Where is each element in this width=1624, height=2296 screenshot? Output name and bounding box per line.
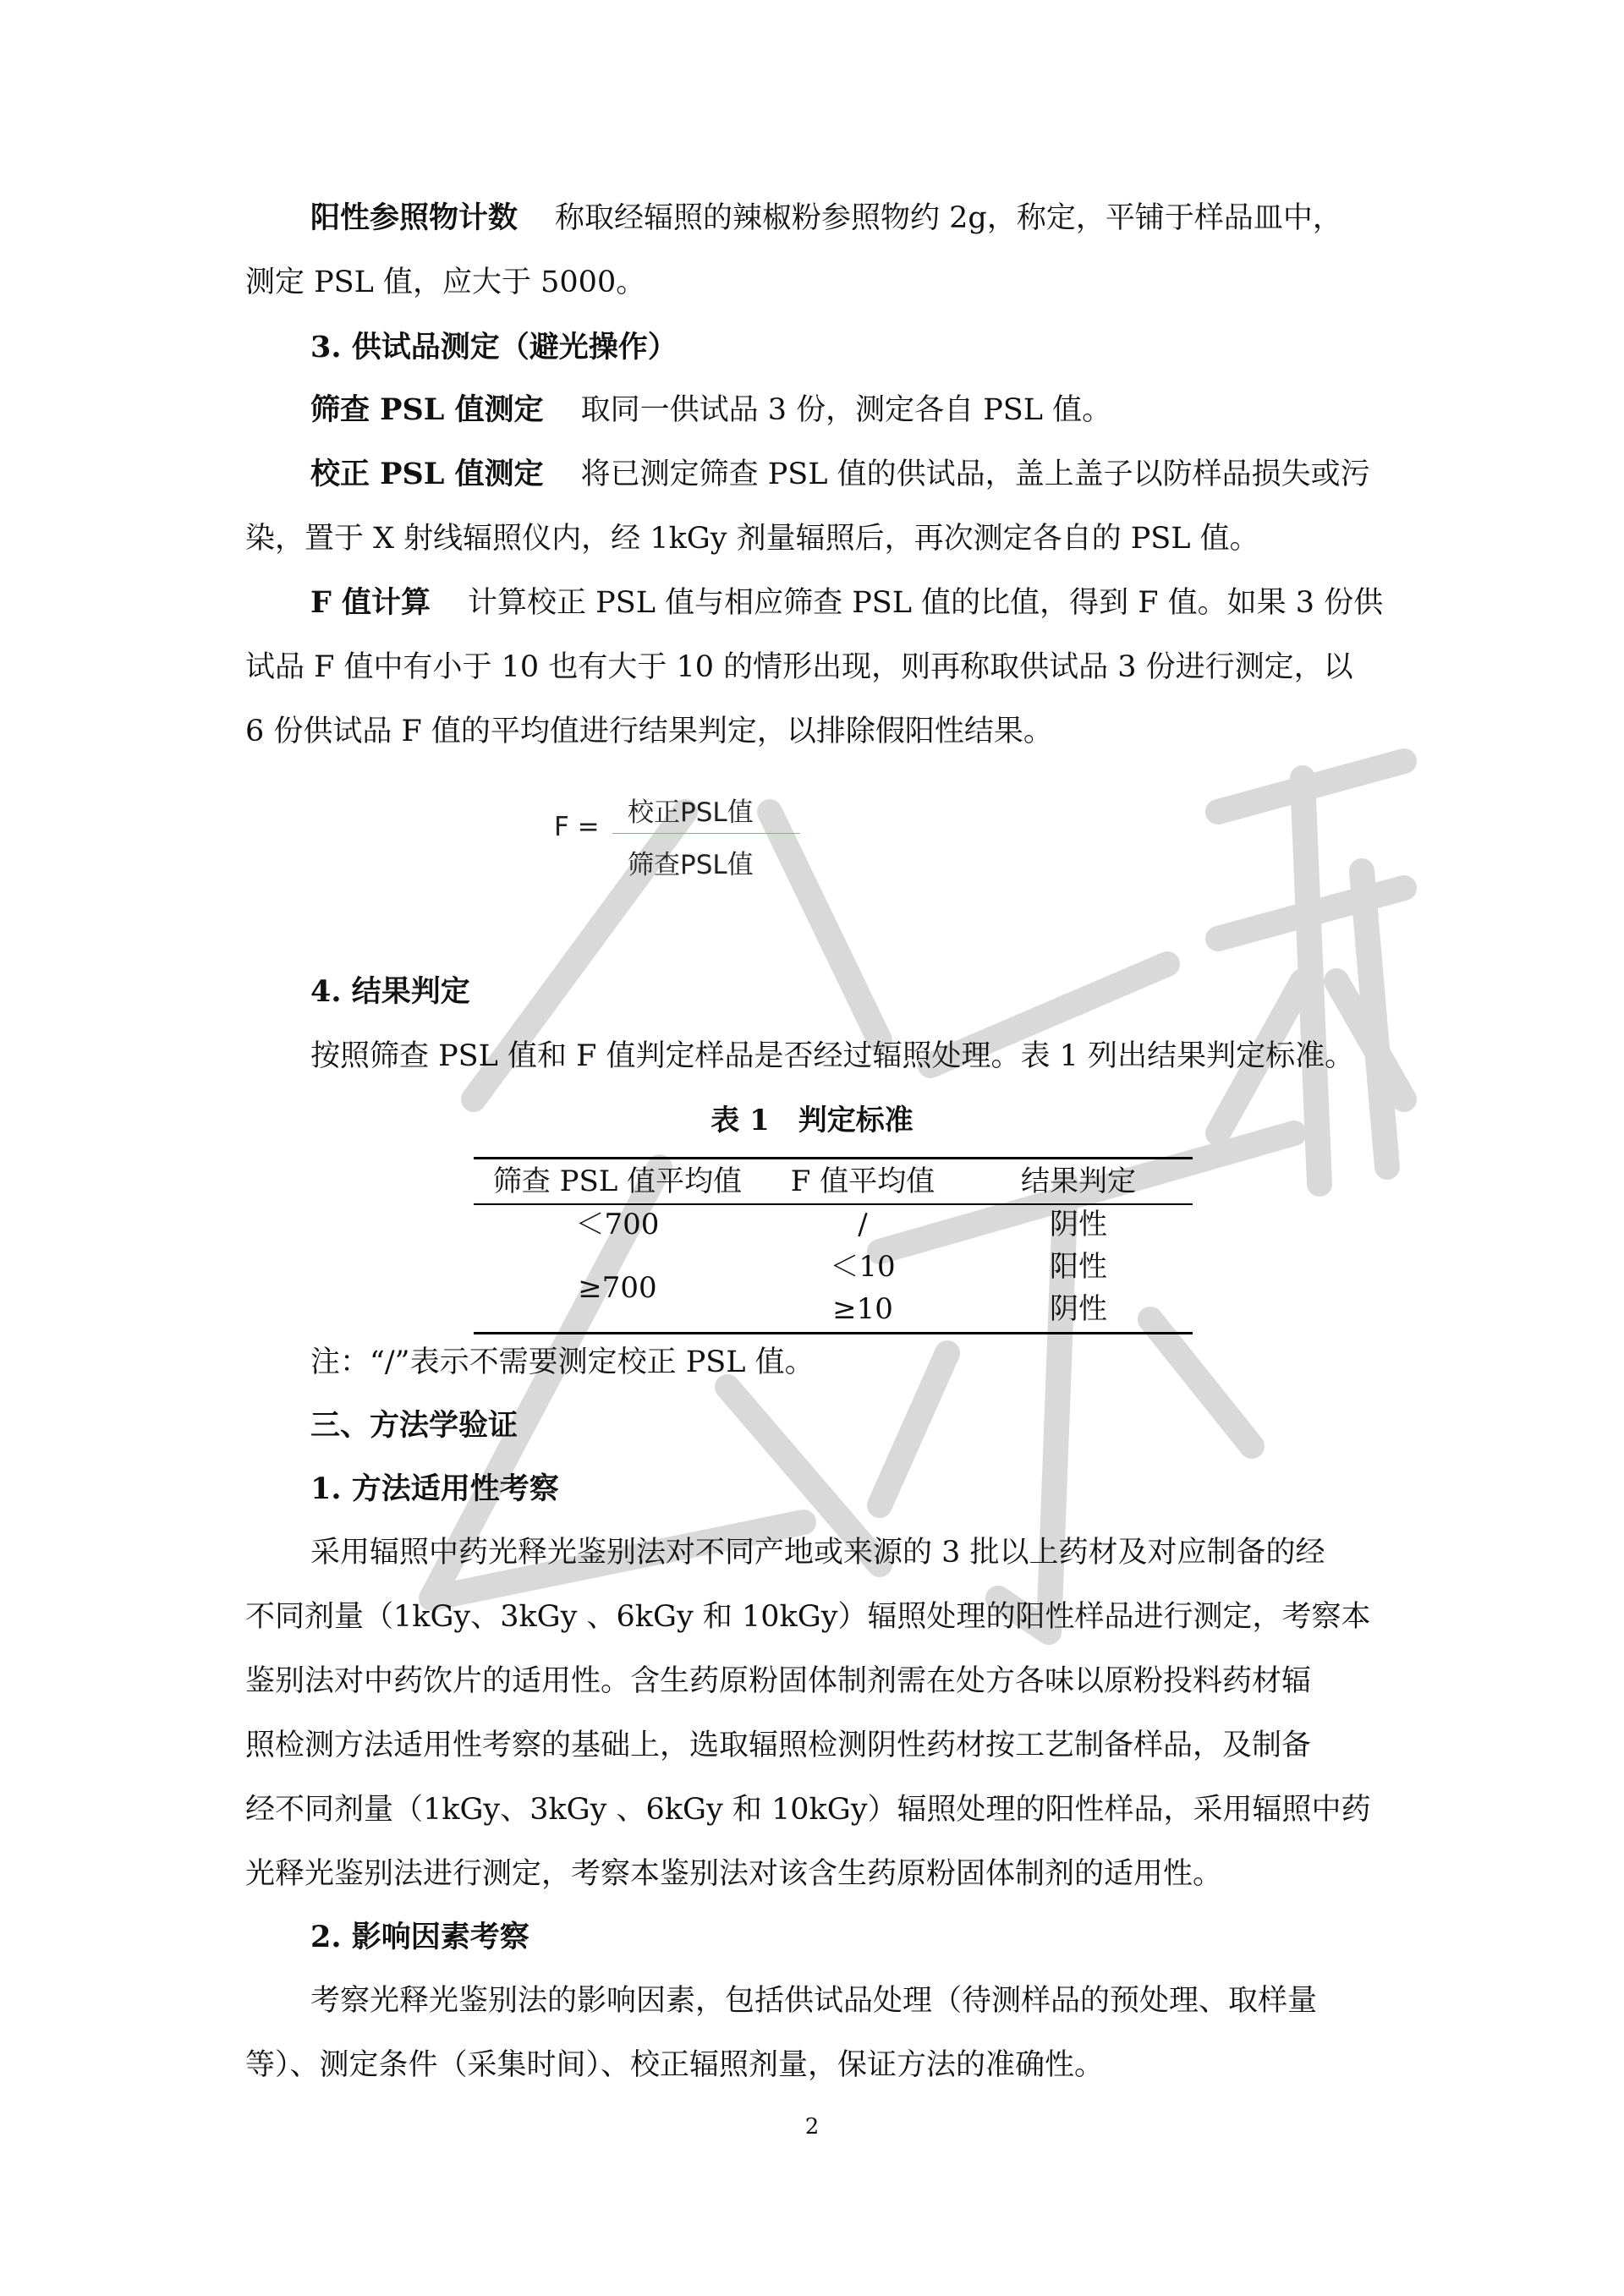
section-iii-heading: 三、方法学验证 — [310, 1408, 518, 1443]
section-3-1-line-3: 鉴别法对中药饮片的适用性。含生药原粉固体制剂需在处方各味以原粉投料药材辐 — [245, 1664, 1312, 1698]
para-f-value-heading: F 值计算 — [310, 585, 431, 620]
table-cell-r1-f-value: / — [858, 1208, 868, 1241]
para-f-value-line-3: 6 份供试品 F 值的平均值进行结果判定，以排除假阳性结果。 — [245, 715, 1053, 748]
table-header-screening: 筛查 PSL 值平均值 — [492, 1164, 743, 1198]
table-cell-r1-result: 阴性 — [1050, 1208, 1107, 1241]
table-bottom-rule — [474, 1332, 1193, 1334]
section-3-2-heading: 2. 影响因素考察 — [310, 1920, 529, 1954]
section-3-1-line-5: 经不同剂量（1kGy、3kGy 、6kGy 和 10kGy）辐照处理的阳性样品，采用辐照中药 — [245, 1793, 1371, 1827]
table-header-result: 结果判定 — [1021, 1164, 1136, 1198]
para-f-value-line-1 — [310, 582, 1425, 624]
section-3-1-heading: 1. 方法适用性考察 — [310, 1471, 559, 1506]
para-positive-reference-heading: 阳性参照物计数 — [310, 200, 518, 235]
para-f-value-line-2: 试品 F 值中有小于 10 也有大于 10 的情形出现，则再称取供试品 3 份进行测定，以 — [245, 650, 1353, 684]
section-3-1-line-1: 采用辐照中药光释光鉴别法对不同产地或来源的 3 批以上药材及对应制备的经 — [310, 1536, 1325, 1570]
table-cell-r2-f-value: ＜10 — [830, 1250, 896, 1284]
table-top-rule — [474, 1157, 1193, 1159]
section-3-heading: 3. 供试品测定（避光操作） — [310, 330, 678, 364]
para-calibrated-psl-line-1 — [310, 453, 1425, 496]
section-3-2-line-2: 等）、测定条件（采集时间）、校正辐照剂量，保证方法的准确性。 — [245, 2048, 1105, 2082]
section-4-text: 按照筛查 PSL 值和 F 值判定样品是否经过辐照处理。表 1 列出结果判定标准。 — [310, 1039, 1355, 1073]
section-3-2-line-1: 考察光释光鉴别法的影响因素，包括供试品处理（待测样品的预处理、取样量 — [310, 1984, 1318, 2018]
formula-numerator: 校正PSL值 — [628, 797, 754, 828]
para-f-value-text: 计算校正 PSL 值与相应筛查 PSL 值的比值，得到 F 值。如果 3 份供 — [468, 586, 1384, 620]
table-cell-r1-screening: ＜700 — [575, 1208, 660, 1241]
para-screening-psl — [310, 389, 1425, 431]
table-cell-r3-result: 阴性 — [1050, 1292, 1107, 1326]
para-positive-reference-line-2: 测定 PSL 值，应大于 5000。 — [245, 266, 646, 299]
para-positive-reference-text: 称取经辐照的辣椒粉参照物约 2g，称定，平铺于样品皿中， — [555, 201, 1342, 235]
para-calibrated-psl-line-2: 染，置于 X 射线辐照仪内，经 1kGy 剂量辐照后，再次测定各自的 PSL 值。 — [245, 522, 1259, 556]
section-3-1-line-6: 光释光鉴别法进行测定，考察本鉴别法对该含生药原粉固体制剂的适用性。 — [245, 1857, 1223, 1891]
formula-denominator: 筛查PSL值 — [628, 850, 754, 880]
formula-lhs: F = — [554, 812, 600, 842]
table-cell-r2-screening: ≥700 — [578, 1271, 657, 1305]
section-4-heading: 4. 结果判定 — [310, 974, 470, 1009]
section-3-1-line-4: 照检测方法适用性考察的基础上，选取辐照检测阴性药材按工艺制备样品，及制备 — [245, 1729, 1312, 1762]
table-cell-r3-f-value: ≥10 — [832, 1292, 893, 1326]
section-3-1-line-2: 不同剂量（1kGy、3kGy 、6kGy 和 10kGy）辐照处理的阳性样品进行测定，考察本 — [245, 1600, 1371, 1634]
para-positive-reference-line-1 — [310, 197, 1425, 239]
para-calibrated-psl-heading: 校正 PSL 值测定 — [310, 457, 544, 491]
para-calibrated-psl-text: 将已测定筛查 PSL 值的供试品，盖上盖子以防样品损失或污 — [580, 458, 1370, 491]
para-screening-psl-heading: 筛查 PSL 值测定 — [310, 392, 544, 427]
table-caption: 表 1 判定标准 — [710, 1104, 914, 1137]
page-number: 2 — [804, 2114, 820, 2140]
table-cell-r2-result: 阳性 — [1050, 1250, 1107, 1284]
para-screening-psl-text: 取同一供试品 3 份，测定各自 PSL 值。 — [580, 393, 1112, 427]
table-header-f-value: F 值平均值 — [790, 1164, 935, 1198]
table-note: 注：“/”表示不需要测定校正 PSL 值。 — [310, 1345, 815, 1379]
formula-fraction-bar — [612, 833, 800, 834]
